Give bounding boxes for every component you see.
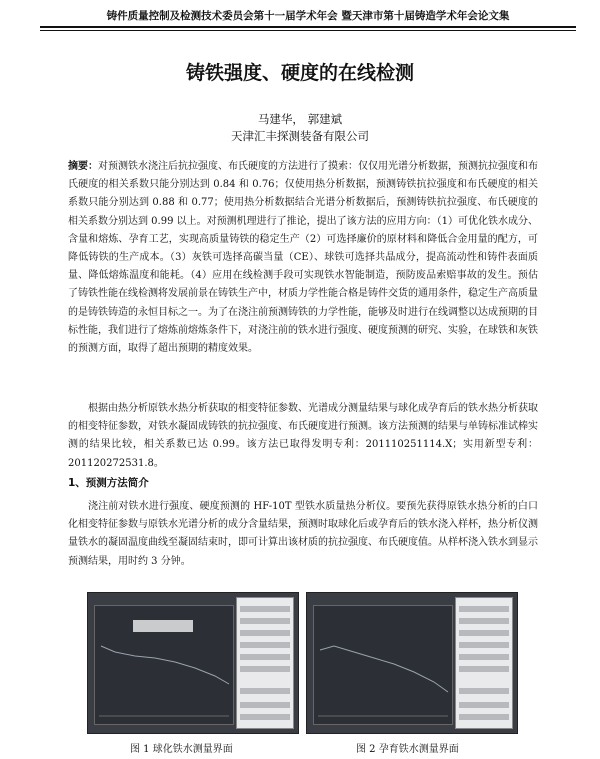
readout-row	[240, 666, 290, 672]
abstract	[68, 158, 538, 358]
figure-1-caption: 图 1 球化铁水测量界面	[130, 744, 233, 755]
abstract-label: 摘要：	[68, 161, 98, 172]
readout-row	[240, 606, 290, 612]
figure-2-curve	[314, 606, 452, 724]
readout-row	[459, 714, 509, 720]
section-heading: 1、预测方法简介	[68, 477, 149, 489]
readout-row	[459, 688, 509, 694]
authors: 马建华， 郭建斌	[257, 112, 343, 126]
readout-row	[459, 630, 509, 636]
figure-2-curve-plot	[313, 605, 453, 725]
figure-2-caption: 图 2 孕育铁水测量界面	[356, 744, 459, 755]
readout-row	[240, 630, 290, 636]
running-header: 铸件质量控制及检测技术委员会第十一届学术年会 暨天津市第十届铸造学术年会论文集	[106, 10, 510, 22]
readout-row	[459, 654, 509, 660]
figure-1-curve-plot	[94, 605, 234, 725]
readout-row	[459, 666, 509, 672]
readout-row	[240, 688, 290, 694]
figure-2-screenshot	[306, 592, 518, 734]
readout-row	[240, 642, 290, 648]
figure-1-curve	[95, 606, 233, 724]
figure-1-screenshot	[87, 592, 299, 734]
abstract-text: 对预测铁水浇注后抗拉强度、布氏硬度的方法进行了摸索：仅仅用光谱分析数据，预测抗拉强度和布氏硬度的相关系数只能分别达到 0.84 和 0.76；仅使用热分析数据，预测铸铁抗拉强度和布氏硬度的相关系数只能分别达到 0.88 和 0.77；使用热分析数据结合光谱分析数据后，预测铸铁抗拉强度、布氏硬度的相关系数分别达到 0.99 以上。对预测机理进行了推论，提出了该方法的应用方向：（1）可优化铁水成分、含量和熔炼、孕育工艺，实现高质量铸铁的稳定生产（2）可选择廉价的原材料和降低合金用量的配方，可降低铸铁的生产成本。（3）灰铁可选择高碳当量（CE）、球铁可选择共晶成分，提高流动性和铸件表面质量、降低熔炼温度和能耗。（4）应用在线检测手段可实现铁水智能制造，预防废品索赔事故的发生。预估了铸铁性能在线检测将发展前景在铸铁生产中，材质力学性能合格是铸件交货的通用条件，稳定生产高质量的是铸铁铸造的永恒目标之一。为了在浇注前预测铸铁的力学性能，能够及时进行在线调整以达成预期的目标性能，我们进行了熔炼前熔炼条件下，对浇注前的铁水进行强度、硬度预测的研究、实验，在球铁和灰铁的预测方面，取得了超出预期的精度效果。	[68, 161, 538, 355]
readout-row	[240, 714, 290, 720]
readout-row	[459, 702, 509, 708]
affiliation: 天津汇丰探测装备有限公司	[231, 129, 369, 143]
header-rule-thin	[40, 30, 576, 31]
figure-1-readout-panel	[236, 597, 294, 729]
body-paragraph-2: 浇注前对铁水进行强度、硬度预测的 HF-10T 型铁水质量热分析仪。要预先获得原铁水热分析的白口化相变特征参数与原铁水光谱分析的成分含量结果，预测时取球化后或孕育后的铁水浇入样杯，热分析仪测量铁水的凝固温度曲线至凝固结束时，即可计算出该材质的抗拉强度、布氏硬度值。从样杯浇入铁水到显示预测结果，用时约 3 分钟。	[68, 501, 538, 567]
readout-row	[240, 654, 290, 660]
readout-row	[459, 606, 509, 612]
header-rule	[40, 26, 576, 28]
body-paragraph-1: 根据由热分析原铁水热分析获取的相变特征参数、光谱成分测量结果与球化成孕育后的铁水热分析获取的相变特征参数，对铁水凝固成铸铁的抗拉强度、布氏硬度进行预测。该方法预测的结果与单铸标准试棒实测的结果比较，相关系数已达 0.99。该方法已取得发明专利：201110251114.X；实用新型专利：201120272531.8。	[68, 403, 538, 469]
readout-row	[240, 618, 290, 624]
paper-title: 铸铁强度、硬度的在线检测	[185, 62, 414, 84]
readout-row	[240, 702, 290, 708]
readout-row	[459, 642, 509, 648]
readout-row	[459, 618, 509, 624]
figure-2-readout-panel	[455, 597, 513, 729]
